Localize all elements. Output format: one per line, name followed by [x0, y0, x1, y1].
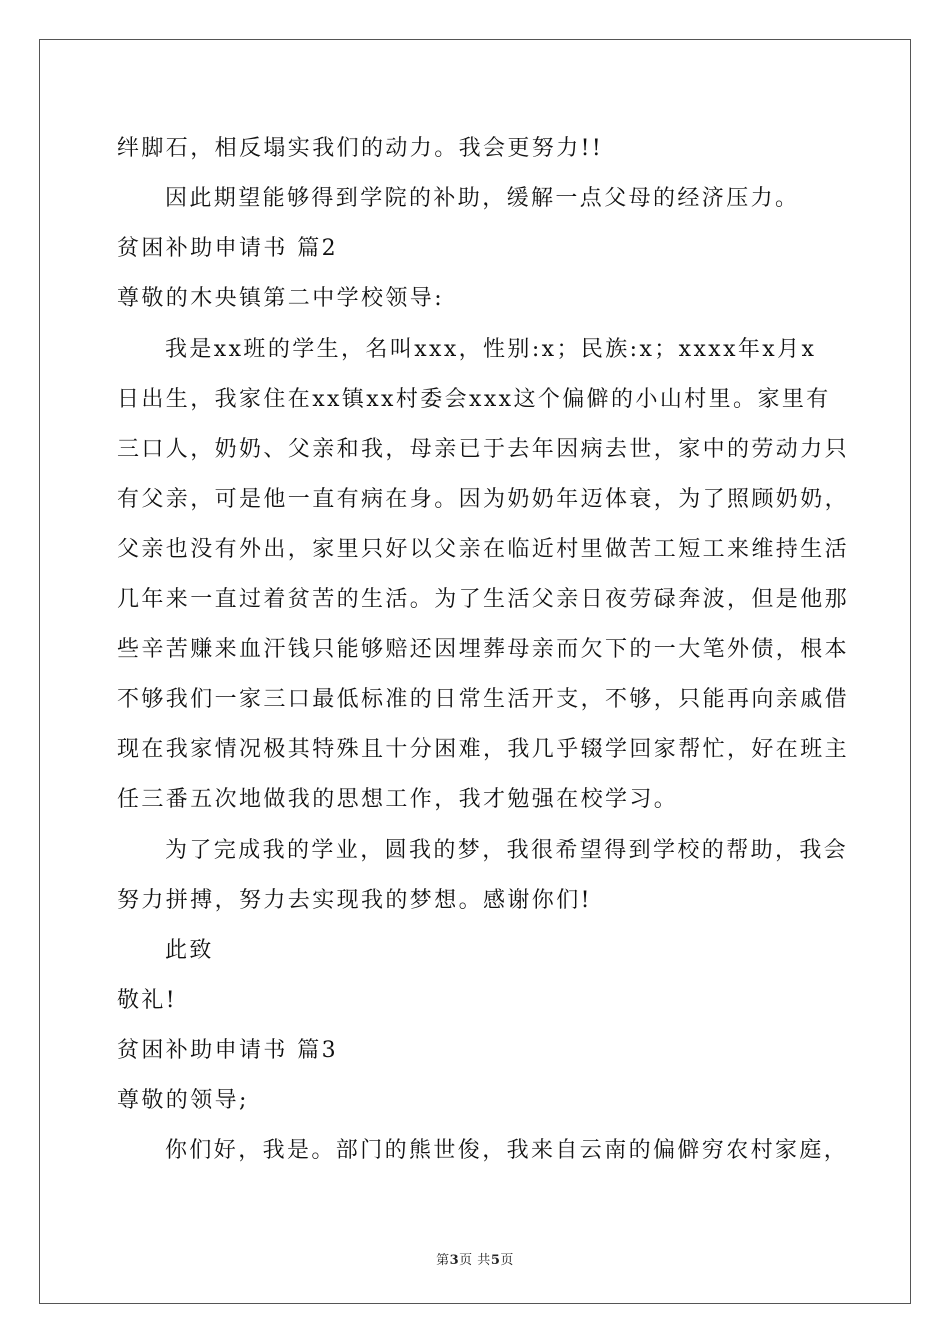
- page-footer: [0, 1249, 950, 1268]
- text-line: 父亲也没有外出，家里只好以父亲在临近村里做苦工短工来维持生活: [117, 537, 850, 562]
- closing-salute: 敬礼!: [117, 988, 178, 1013]
- text-line: 任三番五次地做我的思想工作，我才勉强在校学习。: [117, 787, 679, 812]
- text-line: 努力拼搏，努力去实现我的梦想。感谢你们!: [117, 888, 592, 913]
- text-line: 不够我们一家三口最低标准的日常生活开支，不够，只能再向亲戚借: [117, 687, 850, 712]
- salutation: 尊敬的木央镇第二中学校领导:: [117, 286, 445, 311]
- text-line: 些辛苦赚来血汗钱只能够赔还因埋葬母亲而欠下的一大笔外债，根本: [117, 637, 850, 662]
- text-line: 因此期望能够得到学院的补助，缓解一点父母的经济压力。: [165, 186, 800, 211]
- text-line: 三口人，奶奶、父亲和我，母亲已于去年因病去世，家中的劳动力只: [117, 437, 850, 462]
- text-line: 有父亲，可是他一直有病在身。因为奶奶年迈体衰，为了照顾奶奶，: [117, 487, 850, 512]
- text-line: 几年来一直过着贫苦的生活。为了生活父亲日夜劳碌奔波，但是他那: [117, 587, 850, 612]
- salutation: 尊敬的领导;: [117, 1088, 249, 1113]
- page-mid: 页 共: [459, 1253, 491, 1268]
- text-line: 我是xx班的学生，名叫xxx，性别:x；民族:x；xxxx年x月x: [165, 337, 817, 362]
- page-suffix: 页: [500, 1253, 514, 1268]
- text-line: 你们好，我是。部门的熊世俊，我来自云南的偏僻穷农村家庭，: [165, 1138, 849, 1163]
- section-heading: 贫困补助申请书 篇3: [117, 1038, 338, 1063]
- page-current: 3: [449, 1253, 460, 1268]
- text-line: 现在我家情况极其特殊且十分困难，我几乎辍学回家帮忙，好在班主: [117, 737, 850, 762]
- text-line: 日出生，我家住在xx镇xx村委会xxx这个偏僻的小山村里。家里有: [117, 387, 831, 412]
- closing-phrase: 此致: [165, 938, 214, 963]
- page-border: [39, 39, 911, 1304]
- page-total: 5: [490, 1253, 501, 1268]
- section-heading: 贫困补助申请书 篇2: [117, 236, 338, 261]
- page-prefix: 第: [436, 1253, 450, 1268]
- text-line: 绊脚石，相反塌实我们的动力。我会更努力!!: [117, 136, 604, 161]
- text-line: 为了完成我的学业，圆我的梦，我很希望得到学校的帮助，我会: [165, 838, 849, 863]
